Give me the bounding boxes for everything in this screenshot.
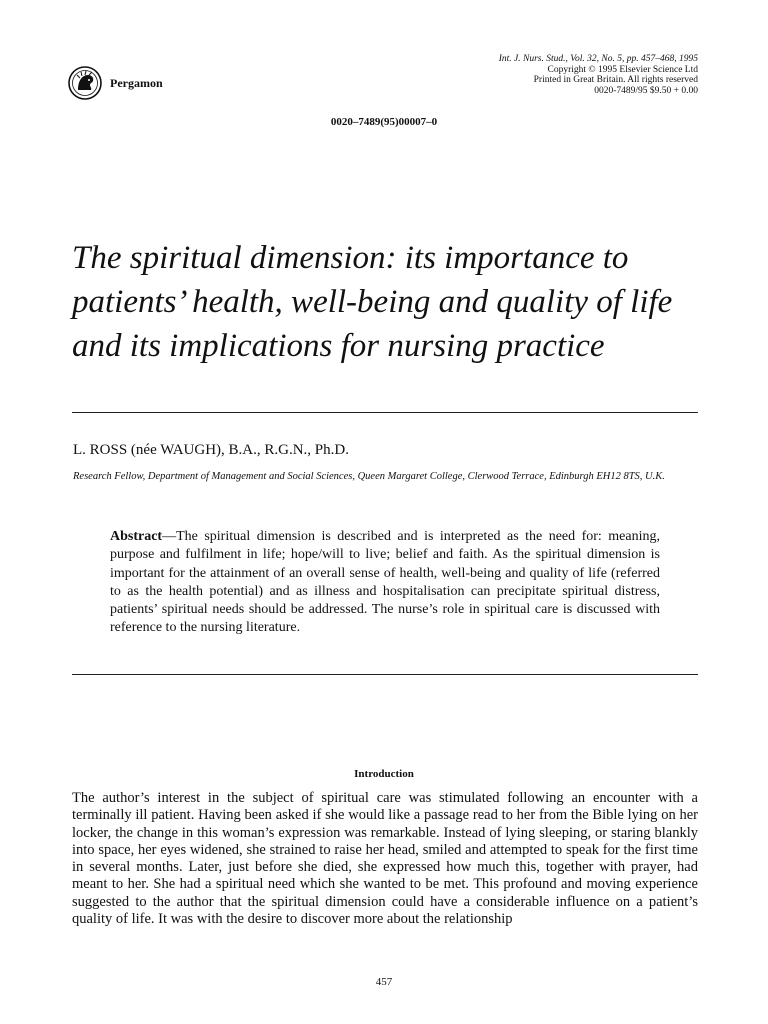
- article-title: The spiritual dimension: its importance to patients’ health, well-being and quality of life and its implications for nursing practice: [72, 240, 673, 364]
- pergamon-logo-icon: [68, 66, 102, 100]
- title-rule: [72, 412, 698, 413]
- body-paragraph: The author’s interest in the subject of spiritual care was stimulated following an encounter with a terminally ill patient. Having been asked if she would like a passage read to her from the Bible lying on her locker, the change in this woman’s expression was remarkable. Instead of lying sleeping, or staring blankly into space, her eyes widened, she strained to raise her head, smiled and attempted to speak for the first time in several months. Later, just before she died, she expressed how much this, together with prayer, had meant to her. She had a spiritual need which she wanted to be met. This profound and moving experience suggested to the author that the spiritual dimension could have a considerable influence on a patient’s quality of life. It was with the desire to discover more about the relationship: [72, 790, 698, 928]
- section-heading: Introduction: [354, 768, 414, 780]
- publisher-block: [68, 66, 163, 100]
- abstract: [110, 528, 660, 638]
- abstract-label: Abstract: [110, 529, 163, 544]
- journal-info: [499, 54, 698, 96]
- publisher-name: Pergamon: [110, 75, 163, 90]
- abstract-text: The spiritual dimension is described and is interpreted as the need for: meaning, purpose and fulfilment in life; hope/will to live; belief and faith. As the spiritual dimension is important for the attainment of an overall sense of health, well-being and quality of life (referred to as the health potential) and as illness and hospitalisation can precipitate spiritual distress, patients’ spiritual needs should be addressed. The nurse’s role in spiritual care is discussed with reference to the nursing literature.: [110, 529, 660, 636]
- journal-citation: Int. J. Nurs. Stud., Vol. 32, No. 5, pp. 457–468, 1995: [498, 54, 698, 64]
- price-line: 0020-7489/95 $9.50 + 0.00: [594, 85, 698, 96]
- copyright-line: Copyright © 1995 Elsevier Science Ltd: [547, 64, 698, 75]
- document-identifier: 0020–7489(95)00007–0: [330, 116, 438, 128]
- author-name: L. ROSS (née WAUGH), B.A., R.G.N., Ph.D.: [73, 442, 349, 458]
- abstract-separator: —: [162, 529, 177, 544]
- abstract-rule: [72, 674, 698, 675]
- author-affiliation: Research Fellow, Department of Management and Social Sciences, Queen Margaret College, Clerwood Terrace, Edinburgh EH12 8TS, U.K.: [73, 471, 665, 482]
- printed-line: Printed in Great Britain. All rights reserved: [533, 75, 698, 85]
- page-number: 457: [375, 976, 393, 988]
